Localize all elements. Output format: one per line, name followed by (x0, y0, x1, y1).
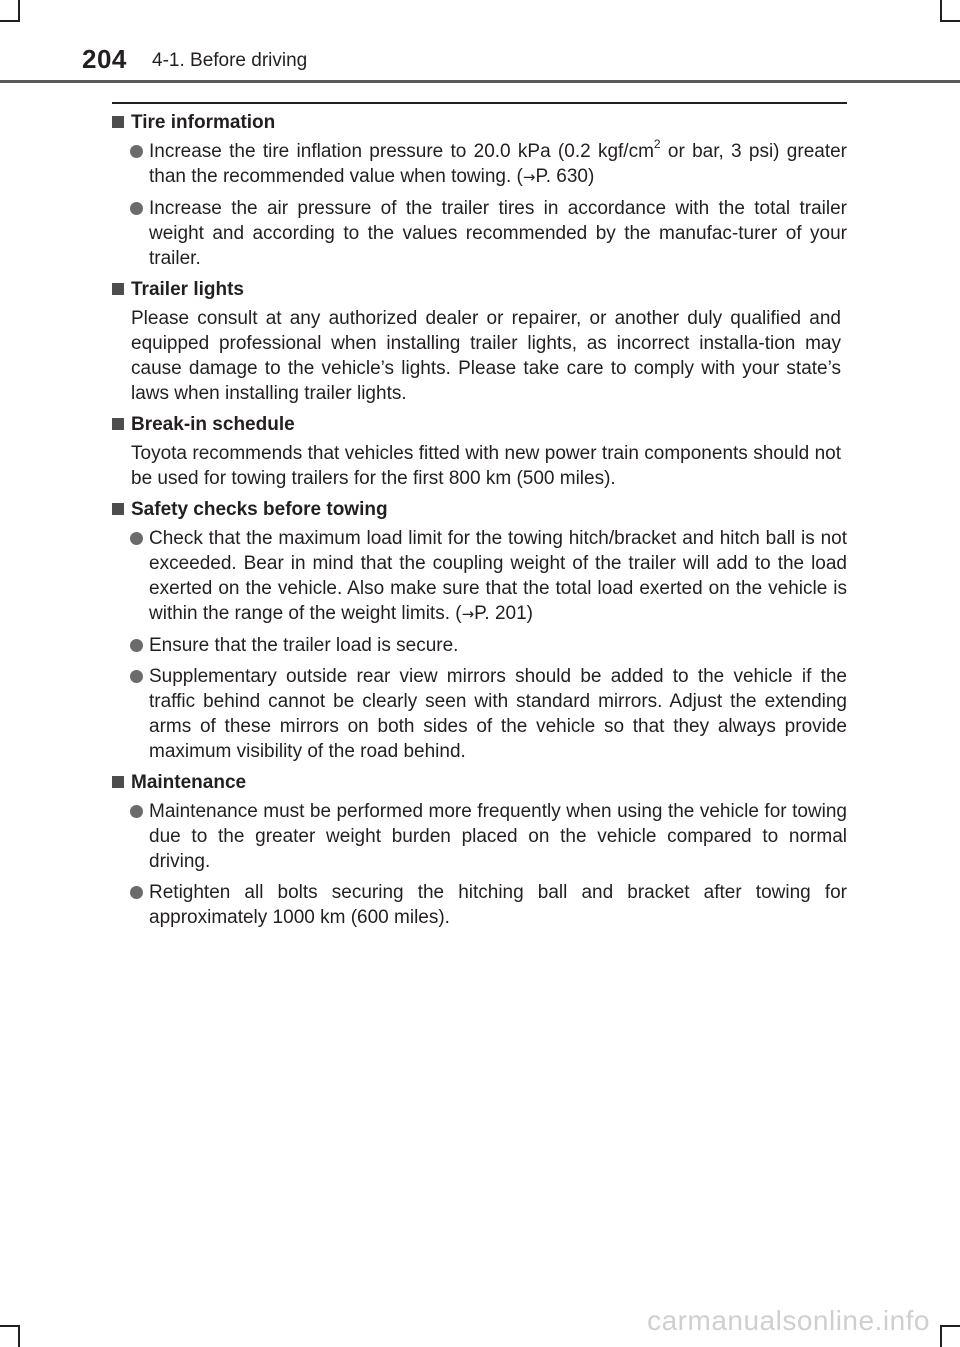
bullet-text: Retighten all bolts securing the hitching ball and bracket after towing for approximately 1000 km (600 miles). (149, 882, 847, 928)
arrow-icon: → (522, 168, 536, 186)
watermark: carmanualsonline.info (647, 1305, 930, 1336)
paragraph: Please consult at any authorized dealer or repairer, or another duly qualified and equipped professional when installing trailer lights, as incorrect installa-tion may cause damage to the vehicle’s lights. Please take care to comply with your state’s laws when installing trailer lights. (131, 308, 841, 404)
bullet-text: Increase the air pressure of the trailer tires in accordance with the total trailer weight and according to the values recommended by the manufac-turer of your trailer. (149, 198, 847, 269)
list-item (112, 880, 847, 930)
safety-checks-section (112, 497, 847, 764)
section-title: 4-1. Before driving (152, 50, 308, 71)
crop-mark (18, 1325, 20, 1347)
superscript: 2 (653, 136, 661, 151)
page-content (112, 110, 847, 936)
round-bullet-icon (130, 532, 143, 545)
round-bullet-icon (130, 670, 143, 683)
maintenance-section (112, 770, 847, 930)
break-in-schedule-section (112, 412, 847, 491)
square-bullet-icon (112, 776, 124, 788)
heading-text: Trailer lights (131, 279, 244, 300)
list-item (112, 664, 847, 764)
list-item (112, 633, 847, 658)
square-bullet-icon (112, 418, 124, 430)
crop-mark (0, 20, 20, 22)
crop-mark (940, 0, 942, 22)
section-heading (112, 770, 847, 795)
heading-text: Maintenance (131, 772, 247, 793)
square-bullet-icon (112, 503, 124, 515)
crop-mark (940, 20, 960, 22)
section-heading (112, 497, 847, 522)
list-item (112, 526, 847, 627)
page-number: 204 (82, 44, 127, 74)
trailer-lights-section (112, 277, 847, 406)
square-bullet-icon (112, 283, 124, 295)
bullet-text: Maintenance must be performed more frequently when using the vehicle for towing due to the greater weight burden placed on the vehicle compared to normal driving. (149, 801, 847, 872)
round-bullet-icon (130, 805, 143, 818)
crop-mark (18, 0, 20, 22)
bullet-text: Increase the tire inflation pressure to 20.0 kPa (0.2 kgf/cm (149, 141, 654, 162)
list-item (112, 136, 847, 190)
page-reference[interactable]: P. 630) (535, 166, 595, 187)
list-item (112, 799, 847, 874)
crop-mark (940, 1325, 942, 1347)
round-bullet-icon (130, 145, 143, 158)
arrow-icon: → (461, 605, 475, 623)
list-item (112, 196, 847, 271)
crop-mark (940, 1325, 960, 1327)
section-heading (112, 277, 847, 302)
bullet-text: Supplementary outside rear view mirrors should be added to the vehicle if the traffic behind cannot be clearly seen with standard mirrors. Adjust the extending arms of these mirrors on both sides of the vehicle so that they always provide maximum visibility of the road behind. (149, 666, 847, 762)
round-bullet-icon (130, 886, 143, 899)
bullet-text: Ensure that the trailer load is secure. (149, 635, 459, 656)
paragraph: Toyota recommends that vehicles fitted with new power train components should not be used for towing trailers for the first 800 km (500 miles). (131, 443, 841, 489)
bullet-text: Check that the maximum load limit for the towing hitch/bracket and hitch ball is not exceeded. Bear in mind that the coupling weight of the trailer will add to the load exerted on the vehicle. Also make sure that the total load exerted on the vehicle is within the range of the weight limits. ( (149, 528, 847, 624)
tire-information-section (112, 110, 847, 271)
round-bullet-icon (130, 202, 143, 215)
round-bullet-icon (130, 639, 143, 652)
heading-text: Safety checks before towing (131, 499, 388, 520)
heading-text: Tire information (131, 112, 276, 133)
heading-text: Break-in schedule (131, 414, 295, 435)
content-top-rule (112, 102, 847, 104)
section-heading (112, 412, 847, 437)
bullet-text: or bar, 3 psi) greater than the recommended value when towing. ( (149, 141, 847, 187)
page-reference[interactable]: P. 201) (474, 603, 533, 624)
section-heading (112, 110, 847, 135)
header-rule (0, 80, 960, 83)
square-bullet-icon (112, 116, 124, 128)
crop-mark (0, 1325, 20, 1327)
